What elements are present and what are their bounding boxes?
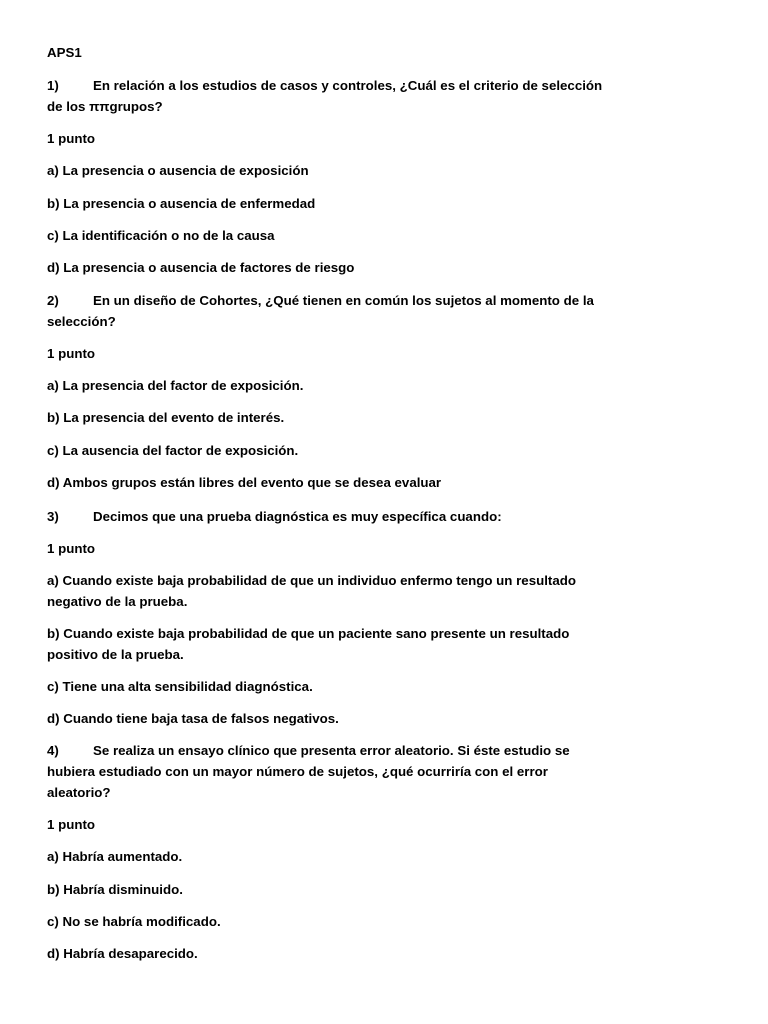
- question-4-option-d[interactable]: d) Habría desaparecido.: [47, 946, 198, 961]
- question-3-number: 3): [47, 509, 59, 524]
- question-3-option-b-cont[interactable]: positivo de la prueba.: [47, 647, 184, 662]
- question-4-text-cont-2: aleatorio?: [47, 785, 111, 800]
- question-1-option-a[interactable]: a) La presencia o ausencia de exposición: [47, 163, 309, 178]
- question-4-text: 4) Se realiza un ensayo clínico que presenta error aleatorio. Si éste estudio se: [47, 743, 570, 758]
- question-1-option-d[interactable]: d) La presencia o ausencia de factores de riesgo: [47, 260, 355, 275]
- question-1-option-b[interactable]: b) La presencia o ausencia de enfermedad: [47, 196, 316, 211]
- question-1-text-cont: de los ππgrupos?: [47, 99, 163, 114]
- question-4-option-a[interactable]: a) Habría aumentado.: [47, 849, 183, 864]
- question-2-option-c[interactable]: c) La ausencia del factor de exposición.: [47, 443, 299, 458]
- question-2-number: 2): [47, 293, 59, 308]
- question-2-option-b[interactable]: b) La presencia del evento de interés.: [47, 410, 285, 425]
- question-1-text: 1) En relación a los estudios de casos y controles, ¿Cuál es el criterio de selección: [47, 78, 603, 93]
- question-4-option-c[interactable]: c) No se habría modificado.: [47, 914, 221, 929]
- question-3-option-b[interactable]: b) Cuando existe baja probabilidad de que un paciente sano presente un resultado: [47, 626, 570, 641]
- question-4-number: 4): [47, 743, 59, 758]
- question-3-text: 3) Decimos que una prueba diagnóstica es muy específica cuando:: [47, 509, 502, 524]
- question-2-points: 1 punto: [47, 346, 96, 361]
- question-2-option-a[interactable]: a) La presencia del factor de exposición.: [47, 378, 304, 393]
- question-2-text: 2) En un diseño de Cohortes, ¿Qué tienen en común los sujetos al momento de la: [47, 293, 594, 308]
- question-3-option-d[interactable]: d) Cuando tiene baja tasa de falsos negativos.: [47, 711, 339, 726]
- question-1-points: 1 punto: [47, 131, 96, 146]
- question-3-option-c[interactable]: c) Tiene una alta sensibilidad diagnóstica.: [47, 679, 313, 694]
- question-4-option-b[interactable]: b) Habría disminuido.: [47, 882, 183, 897]
- document-title: APS1: [47, 45, 82, 60]
- question-3-points: 1 punto: [47, 541, 96, 556]
- question-2-option-d[interactable]: d) Ambos grupos están libres del evento que se desea evaluar: [47, 475, 442, 490]
- question-3-option-a-cont[interactable]: negativo de la prueba.: [47, 594, 188, 609]
- question-3-option-a[interactable]: a) Cuando existe baja probabilidad de que un individuo enfermo tengo un resultado: [47, 573, 576, 588]
- question-1-number: 1): [47, 78, 59, 93]
- question-2-text-cont: selección?: [47, 314, 116, 329]
- question-4-text-cont: hubiera estudiado con un mayor número de sujetos, ¿qué ocurriría con el error: [47, 764, 548, 779]
- question-4-points: 1 punto: [47, 817, 96, 832]
- question-1-option-c[interactable]: c) La identificación o no de la causa: [47, 228, 275, 243]
